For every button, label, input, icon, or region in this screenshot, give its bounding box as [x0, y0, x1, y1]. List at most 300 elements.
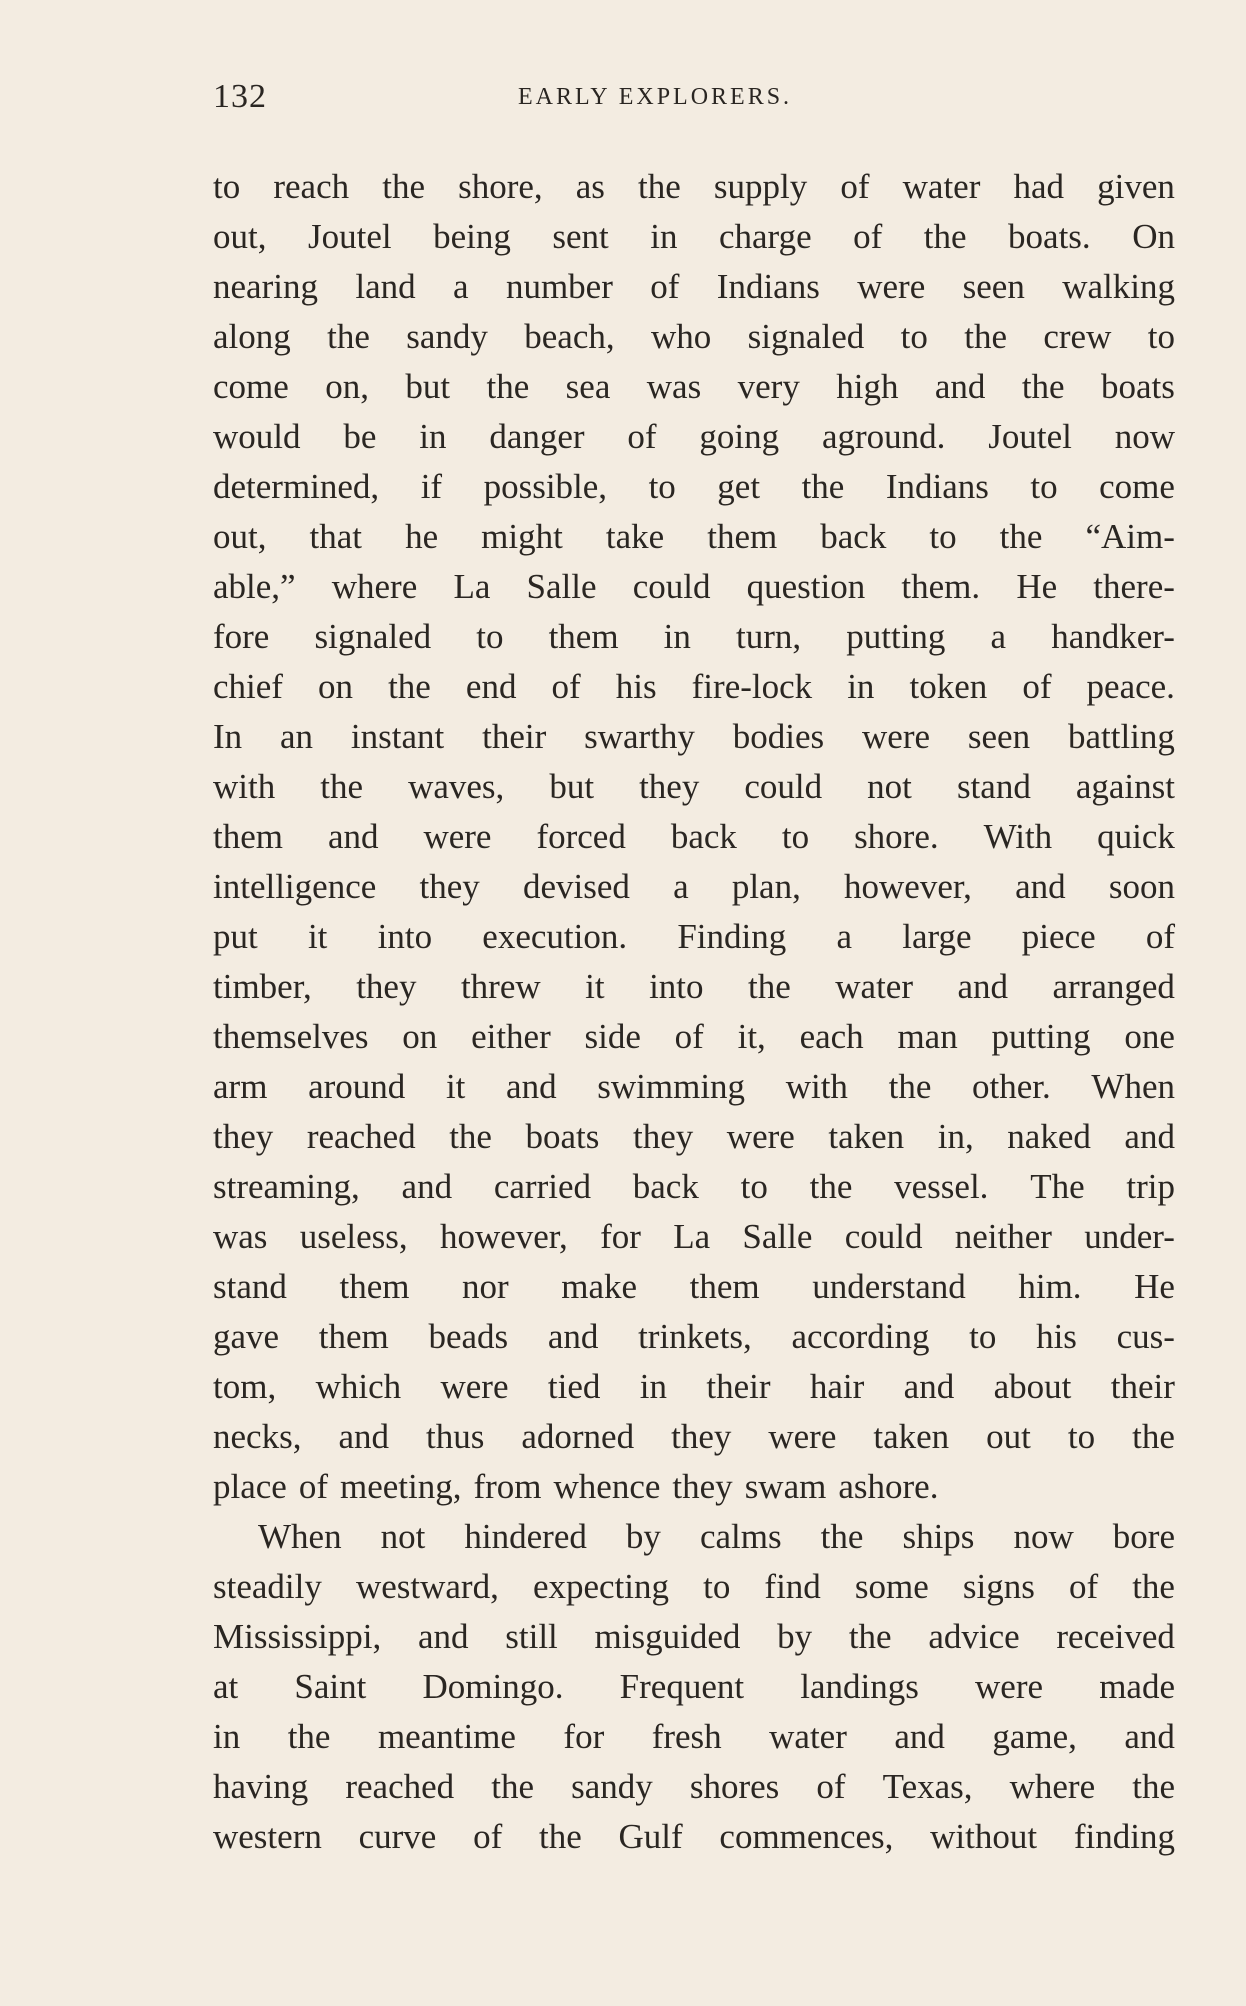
- word: now: [1013, 1517, 1074, 1556]
- word: there-: [1093, 567, 1175, 606]
- word: shore.: [854, 817, 939, 856]
- word: where: [1009, 1767, 1096, 1806]
- word: large: [902, 917, 972, 956]
- word: the: [848, 1617, 892, 1656]
- text-line: [213, 412, 1175, 462]
- word: Finding: [677, 917, 787, 956]
- word: water: [835, 967, 913, 1006]
- word: the: [382, 167, 425, 206]
- word: by: [625, 1517, 661, 1556]
- word: the: [999, 517, 1043, 556]
- text-line: [213, 1312, 1175, 1362]
- word: he: [405, 517, 439, 556]
- word: could: [632, 567, 711, 606]
- word: in: [650, 217, 678, 256]
- word: it: [445, 1067, 466, 1106]
- word: Gulf: [618, 1817, 683, 1856]
- word: high: [836, 367, 899, 406]
- text-line: [213, 712, 1175, 762]
- word: side: [584, 1017, 641, 1056]
- text-line: [213, 1362, 1175, 1412]
- word: trinkets,: [638, 1317, 752, 1356]
- word: of: [816, 1767, 846, 1806]
- word: the: [1132, 1567, 1175, 1606]
- word: from: [473, 1467, 542, 1506]
- word: them: [548, 617, 619, 656]
- word: around: [308, 1067, 406, 1106]
- word: fore: [213, 617, 270, 656]
- word: naked: [1007, 1117, 1091, 1156]
- word: and: [903, 1367, 955, 1406]
- text-line: [213, 162, 1175, 212]
- word: vessel.: [894, 1167, 989, 1206]
- word: were: [423, 817, 492, 856]
- word: gave: [213, 1317, 280, 1356]
- word: and: [894, 1717, 945, 1756]
- word: them: [689, 1267, 760, 1306]
- word: them.: [901, 567, 981, 606]
- word: streaming,: [213, 1167, 360, 1206]
- text-line: [213, 862, 1175, 912]
- word: fire-lock: [691, 667, 813, 706]
- word: that: [309, 517, 363, 556]
- word: the: [801, 467, 845, 506]
- word: carried: [493, 1167, 591, 1206]
- text-line: [213, 1212, 1175, 1262]
- word: place: [213, 1467, 287, 1506]
- word: find: [764, 1567, 821, 1606]
- word: on: [402, 1017, 438, 1056]
- word: swam: [744, 1467, 827, 1506]
- word: the: [388, 667, 431, 706]
- word: according: [791, 1317, 930, 1356]
- word: themselves: [213, 1017, 369, 1056]
- word: When: [258, 1517, 342, 1556]
- word: and: [1124, 1117, 1175, 1156]
- word: get: [717, 467, 761, 506]
- word: useless,: [299, 1217, 408, 1256]
- word: arm: [213, 1067, 268, 1106]
- word: understand: [812, 1267, 966, 1306]
- word: tied: [547, 1367, 601, 1406]
- word: possible,: [483, 467, 608, 506]
- word: could: [744, 767, 823, 806]
- word: a: [836, 917, 853, 956]
- word: of: [674, 1017, 704, 1056]
- word: sandy: [571, 1767, 653, 1806]
- word: danger: [489, 417, 585, 456]
- word: the: [820, 1517, 864, 1556]
- text-line: [213, 812, 1175, 862]
- word: In: [213, 717, 243, 756]
- word: When: [1091, 1067, 1175, 1106]
- word: shores: [689, 1767, 780, 1806]
- word: Mississippi,: [213, 1617, 382, 1656]
- word: beach,: [524, 317, 615, 356]
- word: necks,: [213, 1417, 302, 1456]
- word: would: [213, 417, 301, 456]
- word: westward,: [355, 1567, 499, 1606]
- word: to: [476, 617, 504, 656]
- text-line: [213, 1112, 1175, 1162]
- running-title: EARLY EXPLORERS.: [518, 84, 793, 110]
- word: the: [320, 767, 364, 806]
- word: forced: [536, 817, 626, 856]
- word: of: [298, 1467, 328, 1506]
- word: was: [646, 367, 702, 406]
- word: chief: [213, 667, 283, 706]
- page-number: 132: [213, 78, 267, 115]
- word: against: [1075, 767, 1175, 806]
- word: the: [449, 1117, 492, 1156]
- word: now: [1114, 417, 1175, 456]
- word: signs: [962, 1567, 1035, 1606]
- text-line: [213, 1012, 1175, 1062]
- word: putting: [846, 617, 946, 656]
- word: the: [486, 367, 530, 406]
- word: the: [809, 1167, 853, 1206]
- word: signaled: [314, 617, 432, 656]
- word: “Aim-: [1085, 517, 1175, 556]
- word: battling: [1067, 717, 1175, 756]
- word: were: [768, 1417, 837, 1456]
- word: boats: [1101, 367, 1175, 406]
- word: without: [930, 1817, 1038, 1856]
- word: of: [1022, 667, 1052, 706]
- word: sandy: [406, 317, 488, 356]
- text-line: [213, 612, 1175, 662]
- word: along: [213, 317, 291, 356]
- word: and: [506, 1067, 557, 1106]
- word: the: [1132, 1417, 1175, 1456]
- word: they: [672, 1467, 733, 1506]
- word: supply: [713, 167, 808, 206]
- word: they: [639, 767, 700, 806]
- word: expecting: [532, 1567, 669, 1606]
- word: if: [420, 467, 443, 506]
- word: it,: [737, 1017, 766, 1056]
- word: in: [419, 417, 447, 456]
- word: Texas,: [882, 1767, 973, 1806]
- word: advice: [928, 1617, 1020, 1656]
- word: He: [1016, 567, 1058, 606]
- word: back: [820, 517, 887, 556]
- word: was: [213, 1217, 268, 1256]
- word: hair: [809, 1367, 865, 1406]
- word: stand: [956, 767, 1031, 806]
- word: and: [1015, 867, 1066, 906]
- word: determined,: [213, 467, 380, 506]
- text-line: [213, 562, 1175, 612]
- word: they: [213, 1117, 274, 1156]
- word: had: [1013, 167, 1065, 206]
- word: the: [1021, 367, 1065, 406]
- word: it: [585, 967, 605, 1006]
- text-line: [213, 1512, 1175, 1562]
- word: and: [401, 1167, 453, 1206]
- word: given: [1097, 167, 1175, 206]
- word: their: [482, 717, 547, 756]
- word: them: [213, 817, 283, 856]
- word: back: [632, 1167, 699, 1206]
- word: come: [213, 367, 289, 406]
- word: still: [505, 1617, 558, 1656]
- word: the: [964, 317, 1007, 356]
- word: whence: [553, 1467, 661, 1506]
- word: each: [799, 1017, 864, 1056]
- word: in,: [937, 1117, 974, 1156]
- word: they: [419, 867, 480, 906]
- word: for: [563, 1717, 605, 1756]
- word: and: [1124, 1717, 1175, 1756]
- word: the: [491, 1767, 535, 1806]
- word: tom,: [213, 1367, 277, 1406]
- word: misguided: [594, 1617, 741, 1656]
- text-line: [213, 1412, 1175, 1462]
- word: thus: [426, 1417, 485, 1456]
- word: to: [1030, 467, 1058, 506]
- word: by: [777, 1617, 813, 1656]
- word: putting: [991, 1017, 1091, 1056]
- word: man: [897, 1017, 958, 1056]
- word: handker-: [1051, 617, 1175, 656]
- word: were: [440, 1367, 509, 1406]
- word: come: [1099, 467, 1175, 506]
- word: who: [650, 317, 712, 356]
- word: them: [339, 1267, 410, 1306]
- word: in: [213, 1717, 241, 1756]
- word: waves,: [408, 767, 505, 806]
- word: but: [405, 367, 451, 406]
- word: not: [867, 767, 912, 806]
- word: seen: [967, 717, 1031, 756]
- word: received: [1056, 1617, 1175, 1656]
- text-line: [213, 512, 1175, 562]
- word: might: [481, 517, 563, 556]
- text-line: [213, 212, 1175, 262]
- word: for: [600, 1217, 641, 1256]
- word: western: [213, 1817, 322, 1856]
- word: able,”: [213, 567, 296, 606]
- word: of: [853, 217, 883, 256]
- word: of: [473, 1817, 503, 1856]
- word: one: [1124, 1017, 1175, 1056]
- word: either: [471, 1017, 551, 1056]
- word: aground.: [821, 417, 946, 456]
- word: stand: [213, 1267, 287, 1306]
- text-line: [213, 1812, 1175, 1862]
- word: take: [605, 517, 665, 556]
- word: arranged: [1052, 967, 1175, 1006]
- word: an: [280, 717, 314, 756]
- word: turn,: [736, 617, 802, 656]
- word: about: [993, 1367, 1072, 1406]
- word: execution.: [482, 917, 628, 956]
- word: commences,: [719, 1817, 894, 1856]
- word: Salle: [742, 1217, 813, 1256]
- word: calms: [699, 1517, 782, 1556]
- word: in: [847, 667, 875, 706]
- word: Domingo.: [422, 1667, 564, 1706]
- word: timber,: [213, 967, 312, 1006]
- text-line: [213, 1712, 1175, 1762]
- word: game,: [992, 1717, 1077, 1756]
- word: plan,: [731, 867, 801, 906]
- word: make: [561, 1267, 638, 1306]
- word: the: [923, 217, 967, 256]
- word: water: [769, 1717, 847, 1756]
- word: where: [331, 567, 418, 606]
- word: back: [670, 817, 737, 856]
- word: neither: [954, 1217, 1052, 1256]
- word: his: [615, 667, 657, 706]
- word: which: [315, 1367, 402, 1406]
- word: out,: [213, 517, 267, 556]
- word: under-: [1084, 1217, 1175, 1256]
- word: a: [673, 867, 689, 906]
- word: charge: [718, 217, 812, 256]
- word: Joutel: [307, 217, 392, 256]
- text-line: [213, 1662, 1175, 1712]
- word: fresh: [651, 1717, 722, 1756]
- word: With: [983, 817, 1053, 856]
- word: landings: [800, 1667, 919, 1706]
- word: to: [900, 317, 928, 356]
- word: hindered: [464, 1517, 587, 1556]
- word: of: [627, 417, 657, 456]
- word: not: [380, 1517, 426, 1556]
- word: ships: [902, 1517, 975, 1556]
- text-line: [213, 962, 1175, 1012]
- word: of: [650, 267, 680, 306]
- text-line: [213, 262, 1175, 312]
- word: the: [287, 1717, 331, 1756]
- text-line: [213, 1262, 1175, 1312]
- word: adorned: [521, 1417, 635, 1456]
- text-line: [213, 1062, 1175, 1112]
- word: soon: [1108, 867, 1175, 906]
- text-line: [213, 1162, 1175, 1212]
- word: to: [781, 817, 810, 856]
- text-line: [213, 1762, 1175, 1812]
- word: question: [746, 567, 866, 606]
- word: taken: [828, 1117, 905, 1156]
- word: boats.: [1008, 217, 1091, 256]
- body-text: [213, 162, 1175, 1862]
- text-line: [213, 912, 1175, 962]
- word: their: [1110, 1367, 1175, 1406]
- word: into: [377, 917, 433, 956]
- word: the: [638, 167, 681, 206]
- word: swimming: [597, 1067, 746, 1106]
- word: number: [505, 267, 613, 306]
- word: sea: [565, 367, 611, 406]
- word: the: [327, 317, 370, 356]
- word: and: [338, 1417, 389, 1456]
- word: made: [1099, 1667, 1175, 1706]
- word: it: [307, 917, 328, 956]
- word: some: [854, 1567, 929, 1606]
- word: walking: [1062, 267, 1175, 306]
- word: water: [902, 167, 981, 206]
- word: were: [726, 1117, 795, 1156]
- text-line: [213, 462, 1175, 512]
- word: signaled: [747, 317, 865, 356]
- word: they: [632, 1117, 694, 1156]
- word: out: [986, 1417, 1031, 1456]
- text-line: [213, 762, 1175, 812]
- word: their: [706, 1367, 771, 1406]
- word: finding: [1073, 1817, 1175, 1856]
- word: land: [355, 267, 416, 306]
- word: taken: [873, 1417, 950, 1456]
- word: and: [934, 367, 986, 406]
- word: were: [975, 1667, 1044, 1706]
- word: cus-: [1116, 1317, 1175, 1356]
- word: the: [888, 1067, 932, 1106]
- word: on: [318, 667, 354, 706]
- word: being: [433, 217, 511, 256]
- word: as: [575, 167, 605, 206]
- word: them: [707, 517, 778, 556]
- word: trip: [1126, 1167, 1175, 1206]
- word: sent: [552, 217, 609, 256]
- word: on,: [325, 367, 369, 406]
- word: were: [857, 267, 926, 306]
- word: seen: [962, 267, 1025, 306]
- word: at: [213, 1667, 239, 1706]
- word: swarthy: [584, 717, 695, 756]
- word: Salle: [526, 567, 597, 606]
- text-line: [213, 1562, 1175, 1612]
- text-line: [213, 312, 1175, 362]
- word: in: [639, 1367, 667, 1406]
- word: him.: [1018, 1267, 1082, 1306]
- word: in: [663, 617, 691, 656]
- word: his: [1036, 1317, 1077, 1356]
- word: instant: [350, 717, 445, 756]
- word: going: [699, 417, 780, 456]
- word: to: [213, 167, 241, 206]
- word: put: [213, 917, 258, 956]
- word: very: [737, 367, 800, 406]
- word: meeting,: [339, 1467, 462, 1506]
- word: be: [343, 417, 377, 456]
- word: and: [327, 817, 379, 856]
- word: however,: [844, 867, 972, 906]
- word: reach: [273, 167, 350, 206]
- word: peace.: [1086, 667, 1175, 706]
- word: threw: [460, 967, 541, 1006]
- word: to: [1067, 1417, 1096, 1456]
- word: boats: [525, 1117, 600, 1156]
- word: The: [1030, 1167, 1085, 1206]
- word: ashore.: [838, 1467, 939, 1506]
- word: a: [990, 617, 1007, 656]
- word: with: [785, 1067, 848, 1106]
- word: token: [909, 667, 988, 706]
- word: having: [213, 1767, 309, 1806]
- word: Joutel: [988, 417, 1072, 456]
- text-line: [213, 1612, 1175, 1662]
- word: and: [547, 1317, 599, 1356]
- word: reached: [306, 1117, 416, 1156]
- word: out,: [213, 217, 267, 256]
- word: the: [1132, 1767, 1175, 1806]
- word: He: [1134, 1267, 1175, 1306]
- word: crew: [1043, 317, 1112, 356]
- word: On: [1132, 217, 1175, 256]
